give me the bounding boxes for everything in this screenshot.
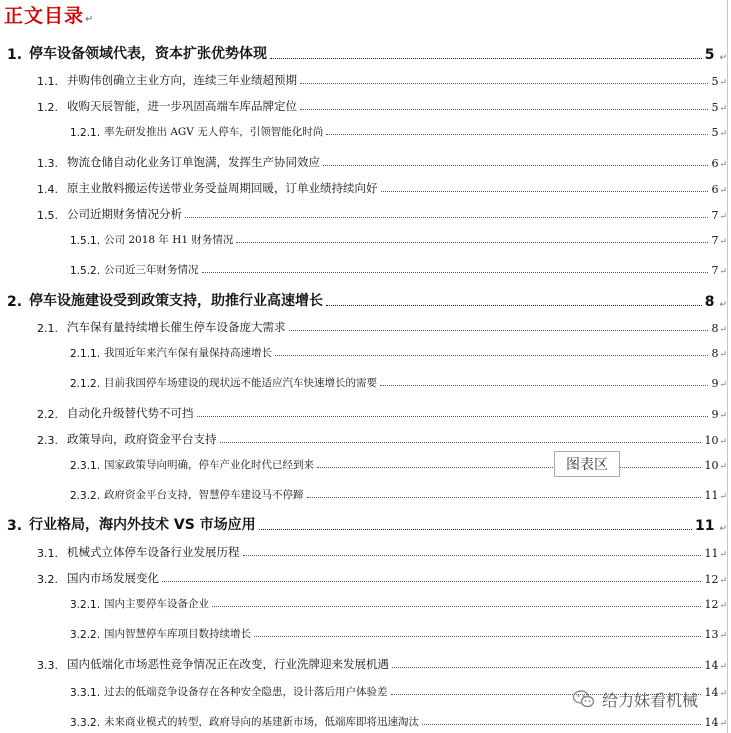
toc-entry-page: 7: [711, 209, 719, 222]
toc-entry-level2[interactable]: [0, 205, 727, 222]
paragraph-mark-icon: ↵: [719, 719, 727, 729]
toc-entry-text: 政策导向，政府资金平台支持: [67, 432, 217, 446]
toc-entry-number: 2.3.2.: [70, 490, 101, 502]
toc-entry-level2[interactable]: [0, 71, 727, 88]
toc-entry-text: 未来商业模式的转型，政府导向的基建新市场，低端库即将迅速淘汰: [104, 716, 419, 728]
paragraph-mark-icon: ↵: [719, 300, 727, 310]
paragraph-mark-icon: ↵: [719, 576, 727, 586]
toc-entry-level3[interactable]: [0, 231, 727, 247]
toc-entry-page: 5: [704, 47, 715, 63]
toc-entry-number: 1.2.: [37, 101, 58, 114]
watermark: [572, 687, 698, 711]
toc-entry-level2[interactable]: [0, 430, 727, 447]
toc-entry-number: 2.3.: [37, 434, 58, 447]
toc-entry-text: 国家政策导向明确，停车产业化时代已经到来: [104, 459, 314, 471]
toc-entry-page: 11: [704, 489, 719, 502]
toc-entry-level1[interactable]: [0, 514, 727, 534]
toc-entry-number: 3.2.1.: [70, 599, 101, 611]
toc-leader-dots: [275, 355, 708, 356]
toc-entry-page: 13: [704, 628, 719, 641]
toc-entry-number: 2.2.: [37, 408, 58, 421]
toc-leader-dots: [212, 606, 701, 607]
toc-entry-text: 国内智慧停车库项目数持续增长: [104, 628, 251, 640]
toc-leader-dots: [300, 83, 708, 84]
paragraph-mark-icon: ↵: [719, 662, 727, 672]
toc-leader-dots: [197, 416, 709, 417]
toc-entry-number: 2.1.1.: [70, 348, 101, 360]
toc-entry-level3[interactable]: [0, 713, 727, 729]
paragraph-mark-icon: ↵: [719, 437, 727, 447]
toc-entry-page: 9: [711, 408, 719, 421]
toc-entry-page: 12: [704, 598, 719, 611]
toc-entry-text: 国内主要停车设备企业: [104, 598, 209, 610]
paragraph-mark-icon: ↵: [719, 524, 727, 534]
toc-leader-dots: [307, 497, 702, 498]
toc-leader-dots: [236, 242, 708, 243]
toc-entry-number: 2.3.1.: [70, 460, 101, 472]
toc-entry-number: 1.4.: [37, 183, 58, 196]
toc-entry-number: 1.3.: [37, 157, 58, 170]
toc-leader-dots: [392, 667, 701, 668]
toc-entry-level2[interactable]: [0, 543, 727, 560]
paragraph-mark-icon: ↵: [719, 411, 727, 421]
paragraph-mark-icon: ↵: [719, 350, 727, 360]
toc-entry-number: 3.2.2.: [70, 629, 101, 641]
toc-entry-text: 机械式立体停车设备行业发展历程: [67, 545, 240, 559]
toc-entry-level2[interactable]: [0, 318, 727, 335]
toc-entry-number: 1.5.2.: [70, 265, 101, 277]
toc-entry-level1[interactable]: [0, 43, 727, 63]
toc-entry-page: 8: [711, 347, 719, 360]
paragraph-mark-icon: ↵: [719, 78, 727, 88]
toc-entry-level2[interactable]: [0, 153, 727, 170]
toc-entry-page: 11: [704, 547, 719, 560]
toc-entry-page: 5: [711, 126, 719, 139]
toc-entry-page: 8: [711, 322, 719, 335]
toc-leader-dots: [380, 385, 708, 386]
toc-entry-text: 收购天辰智能，进一步巩固高端车库品牌定位: [67, 99, 297, 113]
toc-entry-page: 10: [704, 459, 719, 472]
toc-entry-page: 6: [711, 157, 719, 170]
toc-entry-page: 9: [711, 377, 719, 390]
toc-entry-text: 国内市场发展变化: [67, 571, 159, 585]
toc-entry-level2[interactable]: [0, 97, 727, 114]
toc-entry-number: 3.3.: [37, 659, 58, 672]
toc-entry-page: 8: [704, 294, 715, 310]
toc-entry-number: 3.: [7, 518, 23, 534]
toc-entry-text: 行业格局，海内外技术 VS 市场应用: [29, 517, 256, 533]
chart-area-label: [554, 451, 620, 477]
toc-entry-number: 3.3.1.: [70, 687, 101, 699]
toc-entry-page: 14: [704, 686, 719, 699]
paragraph-mark-icon: ↵: [719, 380, 727, 390]
toc-leader-dots: [381, 191, 709, 192]
paragraph-mark-icon: ↵: [719, 601, 727, 611]
toc-leader-dots: [326, 134, 708, 135]
toc-entry-number: 2.: [7, 294, 23, 310]
toc-entry-number: 2.1.: [37, 322, 58, 335]
paragraph-mark-icon: ↵: [85, 14, 95, 25]
toc-entry-number: 1.: [7, 47, 23, 63]
chart-area-label-text: 图表区: [566, 457, 608, 473]
toc-title: [4, 1, 94, 28]
toc-entry-page: 7: [711, 264, 719, 277]
toc-leader-dots: [162, 581, 701, 582]
toc-title-text: 正文目录: [4, 5, 85, 27]
toc-entry-page: 12: [704, 573, 719, 586]
toc-entry-page: 7: [711, 234, 719, 247]
toc-entry-level3[interactable]: [0, 344, 727, 360]
toc-leader-dots: [259, 529, 692, 530]
paragraph-mark-icon: ↵: [719, 129, 727, 139]
toc-leader-dots: [270, 58, 702, 59]
paragraph-mark-icon: ↵: [719, 237, 727, 247]
paragraph-mark-icon: ↵: [719, 631, 727, 641]
toc-leader-dots: [323, 165, 708, 166]
toc-entry-text: 并购伟创确立主业方向，连续三年业绩超预期: [67, 73, 297, 87]
toc-entry-text: 政府资金平台支持，智慧停车建设马不停蹄: [104, 489, 304, 501]
paragraph-mark-icon: ↵: [719, 53, 727, 63]
toc-entry-text: 公司 2018 年 H1 财务情况: [104, 234, 234, 246]
paragraph-mark-icon: ↵: [719, 550, 727, 560]
toc-leader-dots: [243, 555, 702, 556]
toc-entry-level3[interactable]: [0, 625, 727, 641]
toc-leader-dots: [185, 217, 708, 218]
toc-entry-page: 5: [711, 75, 719, 88]
toc-entry-level2[interactable]: [0, 569, 727, 586]
paragraph-mark-icon: ↵: [719, 492, 727, 502]
toc-entry-number: 3.2.: [37, 573, 58, 586]
toc-entry-level3[interactable]: [0, 486, 727, 502]
toc-entry-page: 5: [711, 101, 719, 114]
toc-entry-text: 目前我国停车场建设的现状远不能适应汽车快速增长的需要: [104, 377, 377, 389]
toc-entry-text: 我国近年来汽车保有量保持高速增长: [104, 347, 272, 359]
paragraph-mark-icon: ↵: [719, 104, 727, 114]
toc-leader-dots: [289, 330, 709, 331]
toc-entry-page: 6: [711, 183, 719, 196]
toc-entry-page: 14: [704, 659, 719, 672]
toc-entry-text: 公司近三年财务情况: [104, 264, 199, 276]
toc-leader-dots: [422, 724, 701, 725]
toc-entry-text: 汽车保有量持续增长催生停车设备庞大需求: [67, 320, 286, 334]
paragraph-mark-icon: ↵: [719, 267, 727, 277]
toc-entry-number: 1.1.: [37, 75, 58, 88]
toc-entry-number: 3.1.: [37, 547, 58, 560]
toc-entry-number: 3.3.2.: [70, 717, 101, 729]
toc-entry-level3[interactable]: [0, 595, 727, 611]
paragraph-mark-icon: ↵: [719, 689, 727, 699]
toc-entry-text: 国内低端化市场恶性竞争情况正在改变，行业洗牌迎来发展机遇: [67, 657, 389, 671]
paragraph-mark-icon: ↵: [719, 186, 727, 196]
paragraph-mark-icon: ↵: [719, 325, 727, 335]
paragraph-mark-icon: ↵: [719, 212, 727, 222]
toc-entry-text: 停车设备领域代表，资本扩张优势体现: [29, 46, 267, 62]
toc-entry-level2[interactable]: [0, 179, 727, 196]
toc-leader-dots: [202, 272, 709, 273]
toc-leader-dots: [317, 467, 701, 468]
toc-entry-number: 1.5.: [37, 209, 58, 222]
toc-entry-number: 1.2.1.: [70, 127, 101, 139]
toc-entry-page: 14: [704, 716, 719, 729]
paragraph-mark-icon: ↵: [719, 160, 727, 170]
toc-entry-level3[interactable]: [0, 374, 727, 390]
watermark-text: 给力妹看机械: [602, 690, 699, 710]
toc-entry-number: 2.1.2.: [70, 378, 101, 390]
toc-entry-level2[interactable]: [0, 655, 727, 672]
wechat-icon: [572, 687, 596, 711]
toc-entry-level3[interactable]: [0, 261, 727, 277]
page-right-edge: [727, 0, 728, 733]
toc-leader-dots: [326, 305, 702, 306]
paragraph-mark-icon: ↵: [719, 462, 727, 472]
toc-leader-dots: [300, 109, 708, 110]
toc-entry-text: 公司近期财务情况分析: [67, 207, 182, 221]
toc-entry-text: 过去的低端竞争设备存在各种安全隐患，设计落后用户体验差: [104, 686, 388, 698]
toc-entry-page: 10: [704, 434, 719, 447]
toc-entry-page: 11: [694, 518, 715, 534]
toc-leader-dots: [254, 636, 701, 637]
toc-entry-text: 率先研发推出 AGV 无人停车，引领智能化时尚: [104, 126, 324, 138]
toc-entry-level1[interactable]: [0, 290, 727, 310]
toc-entry-level3[interactable]: [0, 123, 727, 139]
toc-entry-level2[interactable]: [0, 404, 727, 421]
toc-entry-text: 物流仓储自动化业务订单饱满，发挥生产协同效应: [67, 155, 320, 169]
toc-entry-text: 停车设施建设受到政策支持，助推行业高速增长: [29, 293, 323, 309]
toc-entry-text: 原主业散料搬运传送带业务受益周期回暖，订单业绩持续向好: [67, 181, 378, 195]
toc-leader-dots: [220, 442, 702, 443]
toc-entry-text: 自动化升级替代势不可挡: [67, 406, 194, 420]
toc-entry-number: 1.5.1.: [70, 235, 101, 247]
